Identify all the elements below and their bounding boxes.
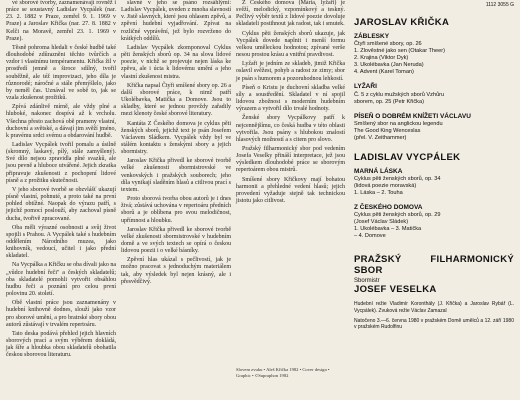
c2-section1-list bbox=[354, 176, 514, 197]
column3-paragraph: Smíšené sbory Křičkovy mají bohatou harmonii a přehledné vedení hlasů; jejich provedení vyžaduje stejně tak technickou jistotu jako citlivost. bbox=[236, 176, 345, 205]
c2-section1-line: 1. Láska – 2. Touha bbox=[354, 190, 403, 197]
column3-paragraph: Lyžaři je jedním ze skladeb, jimiž Křička oslavil svěžest, pohyb a radost ze zimy; sbor je psán s humorem a pozoruhodnou lehkostí. bbox=[236, 61, 345, 82]
conductor-name: JOSEF VESELKA bbox=[354, 284, 437, 296]
c1-section3-title: PÍSEŇ O DOBRÉM KNÍŽETI VÁCLAVU bbox=[354, 112, 471, 120]
c1-section1-line: Čtyři smíšené sbory, op. 26 bbox=[354, 41, 422, 48]
column1-paragraph: Ladislav Vycpálek tvořil pomalu a úsilně (skromný, laskavý, pílý, stále zamyšlený). Své dílo nejsou zpravidla plné svazků, ale jsou pevně a hluboce utvářené. Jejich zkratka připravuje zkušenosti z pochopení lidové písně a z prožitku skutečnosti. bbox=[6, 141, 116, 184]
column3-paragraph: Z Českého domova (Mária, lyžaři) je svěží, melodický, vzpomínkový a teskný. Pečlivý výběr textů z lidové poezie dovoluje skladateli postihnout jak radost, tak i smutek. bbox=[236, 0, 345, 28]
recording-credits: Natočeno 3.—6. června 1980 v pražském Domě umělců a 12. září 1980 v pražském Rudolfinu bbox=[354, 317, 514, 331]
column1-paragraph: Tato deska podává přehled jejich hlavních sborových prací a svým výběrem dokládá, jak šíře a hloubka obou skladatelů obohatila českou sborovou literaturu. bbox=[6, 330, 116, 359]
column1-paragraph: Oba měli výrazné osobnosti a svůj život spojili s Prahou. A Vycpálek také s hudebním oddělením Národního muzea, jako knihovník, vedoucí, učitel i jako přední skladatel. bbox=[6, 224, 116, 260]
column3-paragraph: Pražský filharmonický sbor pod vedením Josefa Veselky přináší interpretace, jež jsou výsledkem dlouhodobé práce se sborovým repertoárem obou mistrů. bbox=[236, 145, 345, 174]
column2-paragraph: slavné v jeho se psáno rozsáhlými: Ladislav Vycpálek, uveden z mnoha slavností v. Jistě slavných, které jsou ohlasem zpěvů, a zpěvní hudební vyjadřování. Zpívat na rozličné vyprávění, jež bylo rozvrženo do krátkých oddílů. bbox=[121, 0, 231, 42]
column1-paragraph: vé sborové tvorby, zaznamenávají rovněž i práce se soustavný Ladislav Vycpálek (nar. 23. 2. 1882 v Praze, zemřel 9. 1. 1969 v Praze) a Jaroslav Křička (nar. 27. 8. 1882 v Kelči na Moravě, zemřel 23. 1. 1969 v Praze). bbox=[6, 0, 116, 42]
tracklist-column bbox=[354, 0, 514, 330]
c1-section3-line: The Good King Wenceslas bbox=[354, 127, 421, 134]
column3-paragraph: Cyklus pěti ženských sborů ukazuje, jak Vycpálek dovede naplnit i menší formu velkou uměleckou hodnotou; zpívané verše nesou prostou krásu a vnitřní pravdivost. bbox=[236, 30, 345, 59]
column2-paragraph: Zpěvní hlas ukázal s pečlivostí, jak je možno pracovat s jednoduchým materiálem tak, aby výsledek byl nejen krásný, ale i přesvědčivý. bbox=[121, 257, 231, 285]
c2-section1-title: MARNÁ LÁSKA bbox=[354, 167, 403, 175]
c1-section1-title: ZÁBLESKY bbox=[354, 33, 390, 41]
orchestra-name: PRAŽSKÝ FILHARMONICKÝ SBOR bbox=[354, 254, 514, 277]
colophon: Slovem zvuku • Aleš Křička 1982 • Cover design • Graphic • ©Supraphon 1982 bbox=[236, 367, 330, 378]
column1-paragraph: Na Vycpálka a Křičku se oba dívali jako na „vůdce hudební řeči" a českých skladatelů; oba skladatelé pomohli vytvořit obsáhlou hudbu řeči a poznání pro celou první polovinu 20. století. bbox=[6, 262, 116, 298]
c2-section1-line: (lidová poezie moravská) bbox=[354, 183, 417, 190]
c1-section2-title: LYŽAŘI bbox=[354, 83, 377, 91]
c1-section3-line: (přel. V. Zeithammer) bbox=[354, 134, 407, 141]
column-3 bbox=[236, 0, 345, 207]
column2-paragraph: Jaroslav Křička přivedl ke sborové tvorbě velké zkušenosti sbormistrovské v hudebním domě a ve svých textech se opírá o českou lidovou poezii i o velké básníky. bbox=[121, 226, 231, 255]
column2-paragraph: Křička napsal Čtyři smíšené sbory op. 26 a další sborové práce, k nimž patří Ukolébavka, Matička a Domove. Jsou to skladby, které se jednou provždy zařadily mezi klenoty české sborové literatury. bbox=[121, 82, 231, 118]
production-credits: Hudební režie Vladimír Koronthály (J. Křička) a Jaroslav Rybář (L. Vycpálek). Zvuková režie Václav Zamazal bbox=[354, 301, 514, 314]
c2-section2-line: 1. Ukolébavka – 3. Matička bbox=[354, 226, 422, 233]
conductor-prefix: Sbormistr bbox=[354, 278, 380, 285]
composer1-heading: JAROSLAV KŘIČKA bbox=[354, 17, 450, 29]
c1-section3-line: Smíšený sbor na anglickou legendu bbox=[354, 120, 443, 127]
column2-paragraph: Kantáta Z Českého domova je cyklus pěti ženských sborů, jejichž text je psán Josefem Václavem Sládkem. Vycpálek vždy byl ve stálém kontaktu s ženskými sbory a jejich sbormistry. bbox=[121, 120, 231, 156]
column1-paragraph: Zpívá zdánlivě mírně, ale vždy plné a hluboké, nakonec dospívá až k vrcholu. Všechna přesto zachová obě prameny vlastní, duchovní a světské, a dávají jim svěží jméno, k pravému srdci svému a obdarování hudbě. bbox=[6, 104, 116, 139]
c1-section1-line: 4. Advent (Karel Toman) bbox=[354, 69, 414, 76]
c1-section1-line: 3. Ukolébavka (Jan Neruda) bbox=[354, 62, 424, 69]
c2-section2-list bbox=[354, 212, 514, 240]
column-1 bbox=[6, 0, 116, 362]
c1-section1-line: 1. Zlověstné jako sen (Otakar Theer) bbox=[354, 48, 445, 55]
column2-paragraph: Jaroslav Křička přivedl ke sborové tvorbě velké zkušenosti sbormistrovské ve venkovských i pražských souborech; jeho díla vynikají sladěním hlasů a citlivou prací s textem. bbox=[121, 158, 231, 193]
c2-section2-line: Cyklus pěti ženských sborů, op. 29 bbox=[354, 212, 441, 219]
catalog-number: 1112 3055 G bbox=[485, 2, 514, 8]
c1-section2-line: sborem, op. 25 (Petr Křička) bbox=[354, 98, 424, 105]
column3-paragraph: Píseň o Kristu je duchovní skladba velké síly a soustředění. Skladatel v ní spojil lidovou zbožnost s moderním hudebním výrazem a vytvořil dílo trvalé hodnoty. bbox=[236, 84, 345, 113]
c1-section3-list bbox=[354, 121, 514, 142]
c1-section2-list bbox=[354, 92, 514, 106]
column1-paragraph: Obě vlastní práce jsou zaznamenány v hudební knihovně dodnes, slouží jako vzor pro sborové umění, a pro bratrské sbory obou autorů zůstávají v trvalém repertoáru. bbox=[6, 300, 116, 328]
composer2-heading: LADISLAV VYCPÁLEK bbox=[354, 151, 461, 163]
column1-paragraph: V jeho sborové tvorbě se obzvlášť ukazují písně vlastní, pohnuté, a proto také na první pohled obtížné. Naopak do výrazu patří, s jejichž pomocí poslouží, aby zachoval písně ducha, tvořivě zpracované. bbox=[6, 186, 116, 222]
column2-paragraph: Ladislav Vycpálek zkomponoval Cyklus pěti ženských sborů op. 34 na slova lidové poezie, v nichž se projevuje nejen láska ke zpěvu, ale i úcta k lidovému umění a jeho vlastní zkušenost mistra. bbox=[121, 44, 231, 80]
column1-paragraph: Těsně pohroma hledali v české hudbě také dlouhodobé zdůrazněni těchto tvůrčích a vzdor i vlastnímu tempéramentu. Křička žil v prostředí jemně a široce sdílný, tvořil souběžně, ale též improvizaci, jeho díla je různorodé; náročné a stále přemýšlelo, jako by neměl čas. Uznával ve sobě to, jak se vzala zkušenost prožitků. bbox=[6, 44, 116, 102]
c2-section1-line: Cyklus pěti ženských sborů, op. 34 bbox=[354, 176, 441, 183]
column2-paragraph: Proto sborová tvorba obou autorů je i dnes živá; zůstává uchována v repertoáru předních sborů a je oblíbena pro svou melodičnost, upřímnost a hloubku. bbox=[121, 196, 231, 224]
column-2 bbox=[121, 0, 231, 288]
c1-section1-line: 2. Krajina (Viktor Dyk) bbox=[354, 55, 409, 62]
c2-section2-line: (Josef Václav Sládek) bbox=[354, 219, 409, 226]
c2-section2-line: – 4. Domove bbox=[354, 233, 386, 240]
c1-section1-list bbox=[354, 41, 514, 76]
c2-section2-title: Z ČESKÉHO DOMOVA bbox=[354, 204, 423, 212]
column3-paragraph: Ženské sbory Vycpálkovy patří k nejcennějšímu, co česká hudba v této oblasti vytvořila. Jsou psány s hlubokou znalostí hlasových možností a s citem pro slovo. bbox=[236, 115, 345, 143]
c1-section2-line: Č. 5 z cyklu mužských sborů Vzhůru bbox=[354, 91, 445, 98]
